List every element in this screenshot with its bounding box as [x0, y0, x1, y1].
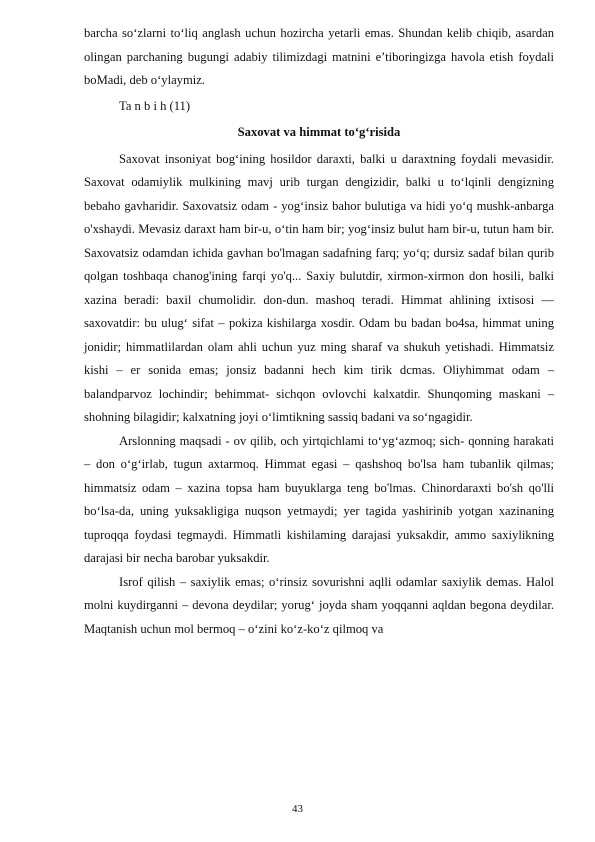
- document-page: [84, 22, 554, 641]
- paragraph-arslon: Arslonning maqsadi - ov qilib, och yirtqichlami to‘yg‘azmoq; sich- qonning harakati – don o‘g‘irlab, tugun axtarmoq. Himmat egasi – qashshoq bo'lsa ham tubanlik qilmas; himmatsiz odam – xazina topsa ham buyuklarga teng bo'lmas. Chinordaraxti bo'sh qo'lli bo‘lsa-da, uning yuksakligiga nuqson yetmaydi; yer tagida yashirinib yotgan xazinaning tuproqqa foydasi tegmaydi. Himmatli kishilaming darajasi yuksakdir, ammo saxiylikning darajasi bir necha barobar yuksakdir.: [84, 433, 554, 565]
- paragraph-intro: barcha so‘zlarni to‘liq anglash uchun hozircha yetarli emas. Shundan kelib chiqib, asardan olingan parchaning bugungi adabiy tilimizdagi matnini e’tiboringizga havola etish foydali boMadi, deb o‘ylaymiz.: [84, 26, 554, 87]
- section-title: Saxovat va himmat to‘g‘risida: [237, 125, 401, 139]
- paragraph-saxovat: Saxovat insoniyat bog‘ining hosildor daraxti, balki u daraxtning foydali mevasidir. Saxovat odamiylik mulkining mavj urib turgan dengizidir, balki u to‘lqinli dengizning bebaho gavharidir. Saxovatsiz odam - yog‘insiz bahor bulutiga va hidi yo‘q mushk-anbarga o'xshaydi. Mevasiz daraxt ham bir-u, o‘tin ham bir; yog‘insiz bulut ham bir-u, tutun ham bir. Saxovatsiz odamdan ichida gavhan bo'lmagan sadafning farq; yo‘q; dursiz sadaf bilan qurib qolgan toshbaqa chanog'ining farqi yo'q... Saxiy bulutdir, xirmon-xirmon don hosili, balki xazina beradi: baxil chumolidir. don-dun. mashoq teradi. Himmat ahlining ixtisosi — saxovatdir: bu ulug‘ sifat – pokiza kishilarga xosdir. Odam bu badan bo4sa, himmat uning jonidir; himmatlilardan olam ahli uchun yuz ming sharaf va shukuh yetishadi. Himmatsiz kishi – er sonida emas; jonsiz badanni hech kim tirik dcmas. Oliyhimmat odam – balandparvoz lochindir; behimmat- sichqon ovlovchi kalxatdir. Shunqoming maskani – shohning bilagidir; kalxatning joyi o‘limtikning sassiq badani va so‘ngagidir.: [84, 151, 554, 424]
- paragraph-isrof: Isrof qilish – saxiylik emas; o‘rinsiz sovurishni aqlli odamlar saxiylik demas. Halol molni kuydirganni – devona deydilar; yorug‘ joyda sham yoqqanni aqldan begona deydilar. Maqtanish uchun mol bermoq – o‘zini ko‘z-ko‘z qilmoq va: [84, 574, 554, 636]
- note-label: Ta n b i h (11): [119, 98, 191, 113]
- page-number: 43: [292, 803, 303, 815]
